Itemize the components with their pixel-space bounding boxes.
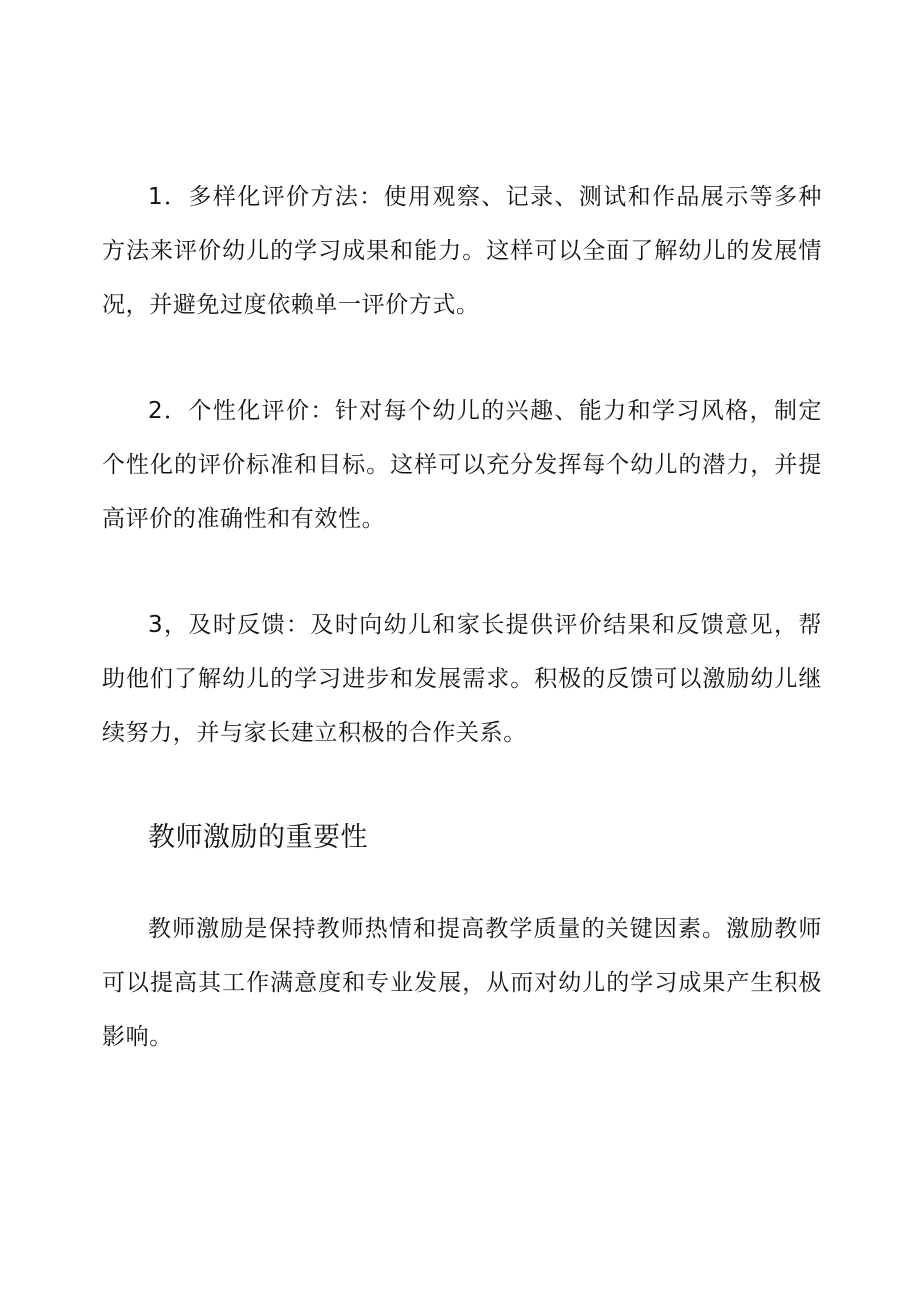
paragraph-personalized-evaluation: 2．个性化评价：针对每个幼儿的兴趣、能力和学习风格，制定个性化的评价标准和目标。这样可以充分发挥每个幼儿的潜力，并提高评价的准确性和有效性。 — [102, 398, 822, 532]
paragraph-timely-feedback: 3，及时反馈：及时向幼儿和家长提供评价结果和反馈意见，帮助他们了解幼儿的学习进步和发展需求。积极的反馈可以激励幼儿继续努力，并与家长建立积极的合作关系。 — [102, 612, 822, 746]
section-body: 教师激励是保持教师热情和提高教学质量的关键因素。激励教师可以提高其工作满意度和专业发展，从而对幼儿的学习成果产生积极影响。 — [102, 916, 822, 1050]
paragraph-diverse-evaluation: 1．多样化评价方法：使用观察、记录、测试和作品展示等多种方法来评价幼儿的学习成果和能力。这样可以全面了解幼儿的发展情况，并避免过度依赖单一评价方式。 — [102, 184, 822, 318]
document-content — [102, 170, 822, 1064]
section-title: 教师激励的重要性 — [148, 822, 368, 853]
